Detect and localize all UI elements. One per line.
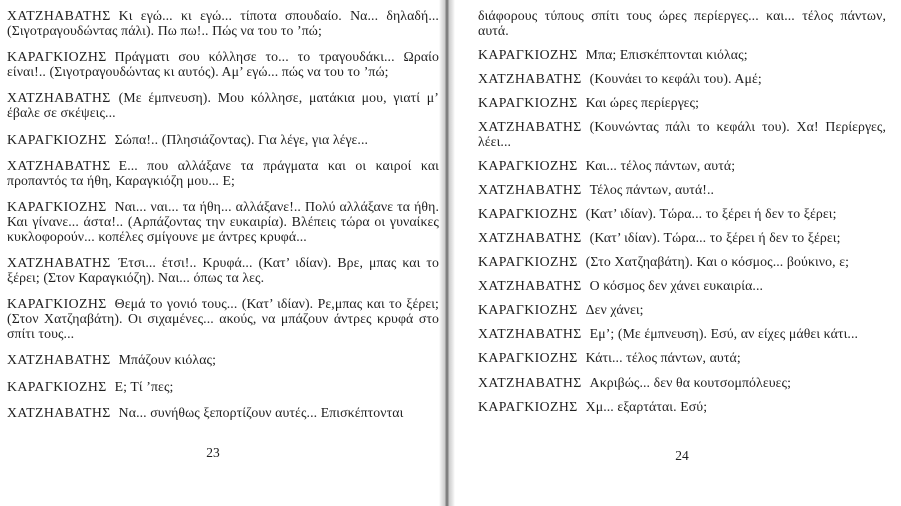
speaker-name: ΚΑΡΑΓΚΙΟΖΗΣ: [478, 157, 578, 173]
dialogue-continuation: [478, 9, 886, 38]
speech-text: Πράγματι σου κόλλησε το... το τραγουδάκι... Ωραίο είναι!.. (Σιγοτραγουδώντας κι αυτός). Αμ’ εγώ... πώς να του το ’πώ;: [7, 49, 439, 79]
speaker-name: ΧΑΤΖΗΑΒΑΤΗΣ: [478, 118, 582, 134]
dialogue-line: [7, 297, 439, 341]
dialogue-line: [7, 133, 439, 148]
dialogue-line: [7, 406, 439, 421]
speaker-name: ΚΑΡΑΓΚΙΟΖΗΣ: [478, 94, 578, 110]
dialogue-line: [478, 72, 886, 87]
dialogue-line: [7, 380, 439, 395]
speech-text: Δεν χάνει;: [585, 302, 644, 318]
speech-text: (Με έμπνευση). Μου κόλλησε, ματάκια μου, γιατί μ’ έβαλε σε σκέψεις...: [7, 90, 439, 120]
dialogue-line: [478, 279, 886, 294]
dialogue-line: [7, 9, 439, 38]
speaker-name: ΧΑΤΖΗΑΒΑΤΗΣ: [7, 352, 111, 368]
speech-text: Ναι... ναι... τα ήθη... αλλάξανε!.. Πολύ αλλάξανε τα ήθη. Και γίνανε... άστα!.. (Αρπάζοντας την ευκαιρία). Βλέπεις τώρα οι γυναίκες κυκλοφορούν... κοπέλες σμίγουνε με άντρες κρυφά...: [7, 199, 439, 244]
dialogue-line: [478, 376, 886, 391]
dialogue-line: [478, 48, 886, 63]
dialogue-line: [478, 327, 886, 342]
speaker-name: ΧΑΤΖΗΑΒΑΤΗΣ: [478, 181, 582, 197]
speaker-name: ΧΑΤΖΗΑΒΑΤΗΣ: [7, 255, 111, 271]
speaker-name: ΧΑΤΖΗΑΒΑΤΗΣ: [7, 8, 111, 23]
speech-text: (Κατ’ ιδίαν). Τώρα... το ξέρει ή δεν το ξέρει;: [589, 229, 841, 245]
speaker-name: ΧΑΤΖΗΑΒΑΤΗΣ: [7, 90, 111, 106]
speaker-name: ΧΑΤΖΗΑΒΑΤΗΣ: [478, 70, 582, 86]
dialogue-line: [478, 400, 886, 415]
dialogue-line: [478, 183, 886, 198]
speech-text: Να... συνήθως ξεπορτίζουν αυτές... Επισκέπτονται: [118, 405, 404, 421]
dialogue-line: [7, 256, 439, 285]
page-number-right: 24: [675, 448, 689, 463]
speech-text: Θεμά το γονιό τους... (Κατ’ ιδίαν). Ρε,μπας και το ξέρει; (Στον Χατζηαβάτη). Οι σιχαμένες... ακούς, να μπάζουν άντρες κρυφά στο σπίτι τους...: [7, 296, 439, 341]
speaker-name: ΚΑΡΑΓΚΙΟΖΗΣ: [478, 398, 578, 414]
dialogue-line: [478, 351, 886, 366]
speaker-name: ΚΑΡΑΓΚΙΟΖΗΣ: [478, 254, 578, 270]
speaker-name: ΧΑΤΖΗΑΒΑΤΗΣ: [7, 405, 111, 421]
speech-text: Ε; Τί ’πες;: [114, 378, 174, 394]
speaker-name: ΧΑΤΖΗΑΒΑΤΗΣ: [478, 374, 582, 390]
speaker-name: ΚΑΡΑΓΚΙΟΖΗΣ: [478, 205, 578, 221]
speech-text: Σώπα!.. (Πλησιάζοντας). Για λέγε, για λέγε...: [114, 131, 369, 147]
speech-text: Χμ... εξαρτάται. Εσύ;: [585, 398, 708, 414]
dialogue-line: [7, 159, 439, 188]
speaker-name: ΧΑΤΖΗΑΒΑΤΗΣ: [478, 326, 582, 342]
speech-text: Έτσι... έτσι!.. Κρυφά... (Κατ’ ιδίαν). Βρε, μπας και το ξέρει; (Στον Καραγκιόζη). Ναι... όπως τα λες.: [7, 255, 439, 285]
dialogue-line: [478, 231, 886, 246]
speech-text: (Κουνάει το κεφάλι του). Αμέ;: [589, 70, 762, 86]
speaker-name: ΧΑΤΖΗΑΒΑΤΗΣ: [478, 229, 582, 245]
dialogue-line: [478, 207, 886, 222]
page-number-left: 23: [206, 445, 220, 460]
book-spine-divider: [439, 0, 455, 506]
dialogue-line: [478, 303, 886, 318]
speaker-name: ΚΑΡΑΓΚΙΟΖΗΣ: [7, 296, 107, 312]
speech-text: διάφορους τύπους σπίτι τους ώρες περίεργες... και... τέλος πάντων, αυτά.: [478, 8, 886, 38]
speech-text: Ο κόσμος δεν χάνει ευκαιρία...: [589, 278, 764, 294]
speech-text: Και... τέλος πάντων, αυτά;: [585, 157, 736, 173]
speech-text: Ακριβώς... δεν θα κουτσομπόλευες;: [589, 374, 792, 390]
speaker-name: ΚΑΡΑΓΚΙΟΖΗΣ: [478, 46, 578, 62]
speaker-name: ΧΑΤΖΗΑΒΑΤΗΣ: [478, 278, 582, 294]
page-left: [7, 9, 439, 433]
dialogue-line: [478, 96, 886, 111]
speaker-name: ΚΑΡΑΓΚΙΟΖΗΣ: [7, 378, 107, 394]
dialogue-line: [7, 353, 439, 368]
speaker-name: ΚΑΡΑΓΚΙΟΖΗΣ: [478, 302, 578, 318]
page-right: [478, 9, 886, 424]
dialogue-line: [478, 255, 886, 270]
dialogue-line: [7, 91, 439, 120]
speech-text: Μπα; Επισκέπτονται κιόλας;: [585, 46, 748, 62]
speech-text: Εμ’; (Με έμπνευση). Εσύ, αν είχες μάθει κάτι...: [589, 326, 859, 342]
speaker-name: ΚΑΡΑΓΚΙΟΖΗΣ: [478, 350, 578, 366]
speech-text: Μπάζουν κιόλας;: [118, 352, 217, 368]
speaker-name: ΧΑΤΖΗΑΒΑΤΗΣ: [7, 158, 111, 174]
speech-text: (Στο Χατζηαβάτη). Και ο κόσμος... βούκινο, ε;: [585, 254, 850, 270]
dialogue-line: [478, 159, 886, 174]
speech-text: Και ώρες περίεργες;: [585, 94, 700, 110]
speech-text: Τέλος πάντων, αυτά!..: [589, 181, 715, 197]
speech-text: Ε... που αλλάξανε τα πράγματα και οι καιροί και προπαντός τα ήθη, Καραγκιόζη μου... Ε;: [7, 158, 439, 188]
speech-text: Κάτι... τέλος πάντων, αυτά;: [585, 350, 741, 366]
dialogue-line: [7, 200, 439, 244]
speech-text: (Κατ’ ιδίαν). Τώρα... το ξέρει ή δεν το ξέρει;: [585, 205, 837, 221]
speaker-name: ΚΑΡΑΓΚΙΟΖΗΣ: [7, 199, 107, 215]
dialogue-line: [7, 50, 439, 79]
speech-text: Κι εγώ... κι εγώ... τίποτα σπουδαίο. Να... δηλαδή... (Σιγοτραγουδώντας πάλι). Πω πω!.. Πώς να του το ’πώ;: [7, 8, 439, 38]
speaker-name: ΚΑΡΑΓΚΙΟΖΗΣ: [7, 49, 107, 65]
speech-text: (Κουνώντας πάλι το κεφάλι του). Χα! Περίεργες, λέει...: [478, 118, 886, 149]
speaker-name: ΚΑΡΑΓΚΙΟΖΗΣ: [7, 131, 107, 147]
dialogue-line: [478, 120, 886, 149]
